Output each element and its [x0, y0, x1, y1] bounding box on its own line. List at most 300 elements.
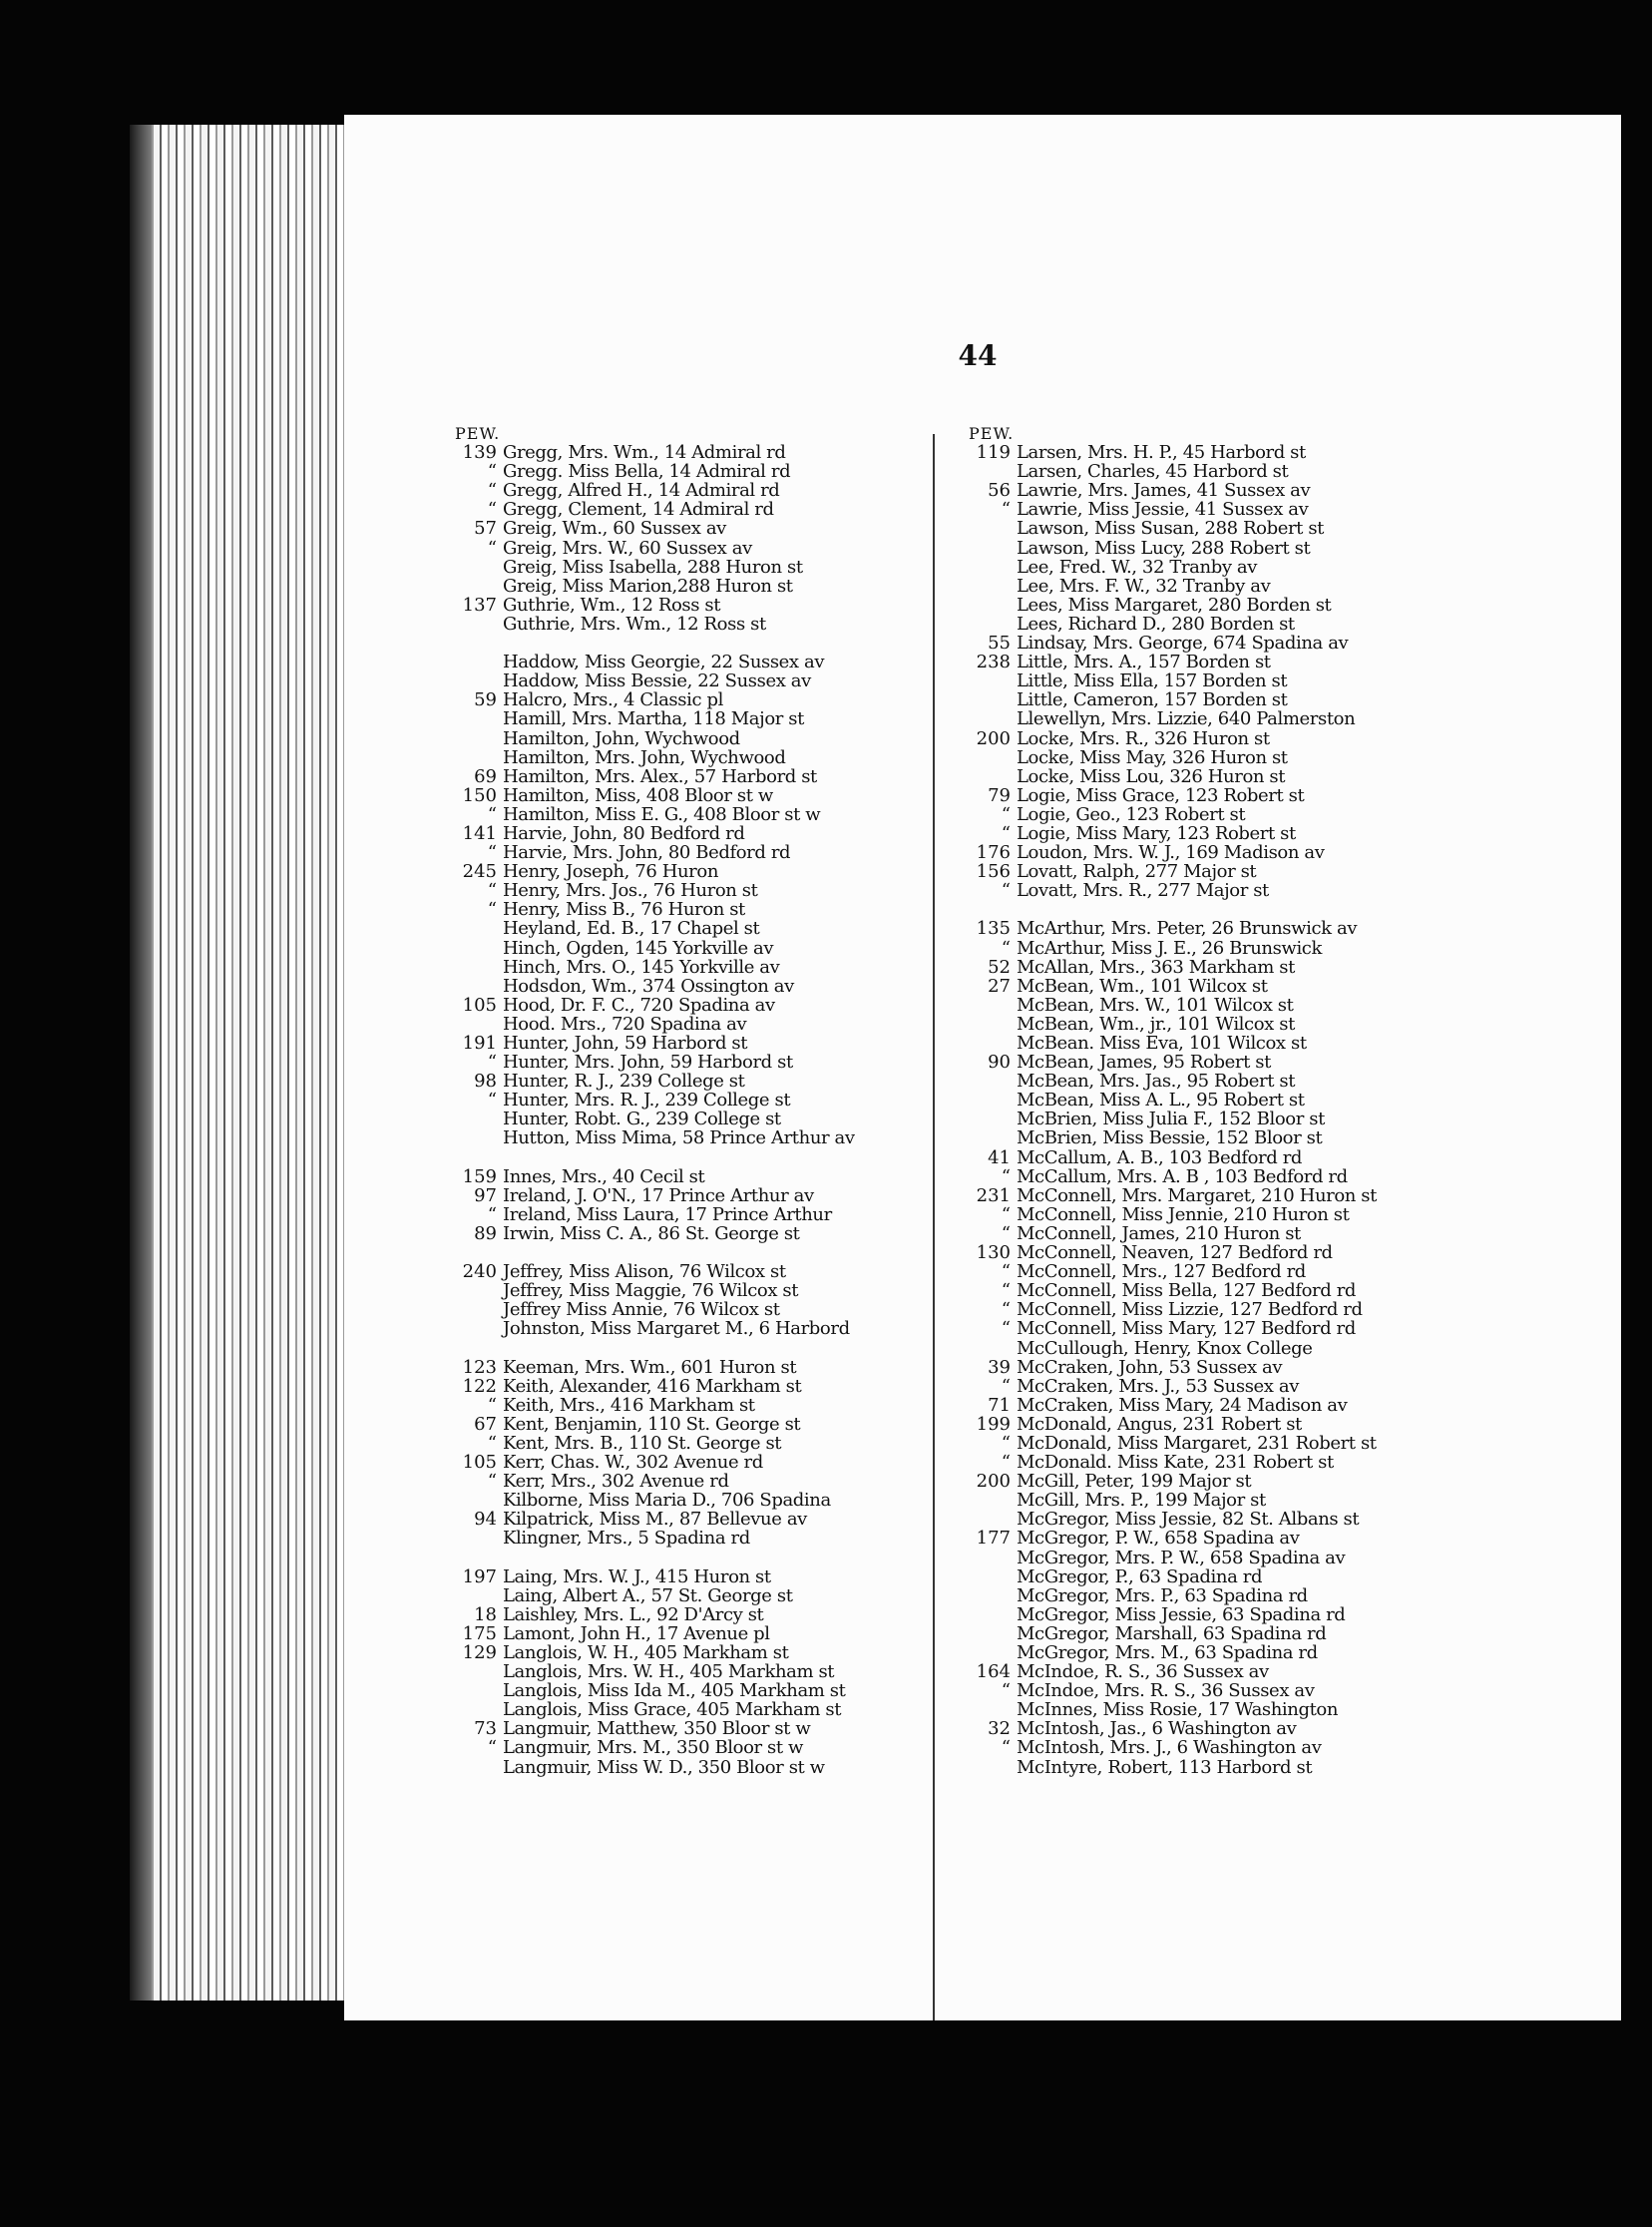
directory-entry [451, 671, 925, 690]
directory-entry [451, 1738, 925, 1757]
directory-entry [451, 958, 925, 977]
directory-entry [451, 596, 925, 615]
directory-entry [451, 1510, 925, 1529]
member-name-address: Johnston, Miss Margaret M., 6 Harbord [503, 1318, 850, 1340]
directory-entry [965, 615, 1458, 634]
pew-number: 67 [474, 1413, 497, 1435]
pew-number: 245 [462, 861, 497, 883]
directory-entry [965, 1719, 1458, 1738]
member-name-address: McCullough, Henry, Knox College [1017, 1337, 1313, 1359]
directory-entry [451, 1472, 925, 1491]
directory-entry [451, 1053, 925, 1072]
directory-entry [451, 881, 925, 900]
directory-entry [451, 1377, 925, 1396]
pew-number [451, 577, 503, 596]
pew-number: “ [1001, 1432, 1011, 1454]
pew-number [451, 1148, 503, 1167]
member-name-address: McCraken, Miss Mary, 24 Madison av [1017, 1394, 1348, 1416]
member-name-address: Hinch, Mrs. O., 145 Yorkville av [503, 956, 780, 978]
directory-entry [451, 843, 925, 862]
member-name-address: McConnell, Miss Jennie, 210 Huron st [1017, 1203, 1350, 1225]
directory-entry [965, 1072, 1458, 1091]
directory-entry [965, 1738, 1458, 1757]
pew-number: “ [487, 880, 497, 902]
pew-number: 197 [462, 1565, 497, 1587]
right-column [965, 424, 1458, 1777]
pew-number [965, 519, 1017, 538]
member-name-address: Harvie, John, 80 Bedford rd [503, 822, 745, 844]
pew-number [451, 615, 503, 634]
pew-number: 119 [976, 442, 1011, 464]
pew-number: 56 [988, 480, 1011, 502]
pew-number [965, 1586, 1017, 1605]
pew-number: “ [1001, 1280, 1011, 1302]
member-name-address: Hamilton, Mrs. John, Wychwood [503, 746, 786, 768]
pew-number [965, 1015, 1017, 1034]
directory-entry [451, 1662, 925, 1681]
directory-entry [451, 1719, 925, 1738]
member-name-address: McBean, James, 95 Robert st [1017, 1052, 1271, 1074]
directory-entry [451, 1224, 925, 1243]
directory-entry [965, 653, 1458, 671]
member-name-address: Keeman, Mrs. Wm., 601 Huron st [503, 1356, 797, 1378]
member-name-address: Hunter, Mrs. R. J., 239 College st [503, 1090, 791, 1112]
directory-entry [965, 1110, 1458, 1128]
directory-entry [965, 996, 1458, 1015]
directory-entry [965, 843, 1458, 862]
pew-number: 176 [976, 842, 1011, 864]
pew-number [965, 1091, 1017, 1110]
left-column [451, 424, 925, 1777]
directory-entry [451, 1339, 925, 1358]
member-name-address: Ireland, Miss Laura, 17 Prince Arthur [503, 1203, 832, 1225]
directory-entry [965, 786, 1458, 805]
pew-number [965, 1072, 1017, 1091]
member-name-address: Kent, Mrs. B., 110 St. George st [503, 1432, 782, 1454]
pew-number: 200 [976, 727, 1011, 749]
pew-number [965, 1624, 1017, 1643]
pew-number [451, 1281, 503, 1300]
pew-number [451, 1681, 503, 1700]
member-name-address: Hunter, John, 59 Harbord st [503, 1033, 748, 1054]
member-name-address: Langmuir, Mrs. M., 350 Bloor st w [503, 1737, 804, 1759]
pew-number [451, 1549, 503, 1567]
directory-entry [965, 1567, 1458, 1586]
directory-entry [965, 1148, 1458, 1167]
directory-entry [965, 748, 1458, 767]
directory-entry [451, 481, 925, 500]
member-name-address: Lindsay, Mrs. George, 674 Spadina av [1017, 633, 1349, 655]
member-name-address: Hodsdon, Wm., 374 Ossington av [503, 975, 794, 997]
pew-number [451, 1529, 503, 1548]
directory-entry [965, 1205, 1458, 1224]
pew-number: 159 [462, 1165, 497, 1187]
directory-entry [965, 1491, 1458, 1510]
directory-entry [451, 1167, 925, 1186]
directory-entry [451, 1128, 925, 1147]
directory-entry [451, 1586, 925, 1605]
member-name-address: McBean. Miss Eva, 101 Wilcox st [1017, 1033, 1307, 1054]
pew-number: “ [487, 499, 497, 521]
directory-entry [451, 1034, 925, 1053]
directory-entry [451, 824, 925, 843]
member-name-address: Laing, Albert A., 57 St. George st [503, 1584, 793, 1606]
directory-entry [451, 1110, 925, 1128]
pew-number: “ [487, 1394, 497, 1416]
directory-entry [965, 690, 1458, 709]
pew-number [451, 958, 503, 977]
member-name-address: Hamilton, Miss E. G., 408 Bloor st w [503, 803, 821, 825]
directory-entry [451, 1605, 925, 1624]
pew-number [965, 1339, 1017, 1358]
pew-number: “ [1001, 1318, 1011, 1340]
member-name-address: Locke, Miss May, 326 Huron st [1017, 746, 1288, 768]
directory-entry [965, 1281, 1458, 1300]
member-name-address: Kilborne, Miss Maria D., 706 Spadina [503, 1490, 831, 1512]
pew-number [451, 653, 503, 671]
pew-number [965, 690, 1017, 709]
directory-entry [451, 729, 925, 748]
directory-entry [965, 481, 1458, 500]
pew-number: “ [1001, 803, 1011, 825]
pew-number [451, 671, 503, 690]
directory-entry [451, 919, 925, 938]
member-name-address: McDonald. Miss Kate, 231 Robert st [1017, 1452, 1334, 1474]
directory-entry [451, 577, 925, 596]
directory-entry [451, 1281, 925, 1300]
member-name-address: McGregor, P. W., 658 Spadina av [1017, 1528, 1300, 1550]
member-name-address: Larsen, Mrs. H. P., 45 Harbord st [1017, 442, 1306, 464]
pew-number: 139 [462, 442, 497, 464]
directory-entry [965, 729, 1458, 748]
member-name-address: McGregor, P., 63 Spadina rd [1017, 1565, 1263, 1587]
member-name-address: Lamont, John H., 17 Avenue pl [503, 1622, 770, 1644]
directory-entry [965, 1510, 1458, 1529]
member-name-address: Lovatt, Ralph, 277 Major st [1017, 861, 1257, 883]
pew-number: 97 [474, 1184, 497, 1206]
pew-number: 150 [462, 784, 497, 806]
pew-number: “ [487, 1203, 497, 1225]
member-name-address: Lees, Miss Margaret, 280 Borden st [1017, 594, 1332, 616]
member-name-address: McGill, Peter, 199 Major st [1017, 1471, 1252, 1493]
directory-entry [965, 1396, 1458, 1415]
pew-number [451, 1110, 503, 1128]
directory-entry [965, 1015, 1458, 1034]
member-name-address: Haddow, Miss Georgie, 22 Sussex av [503, 652, 825, 673]
pew-number: 164 [976, 1661, 1011, 1683]
member-name-address: McConnell, Miss Bella, 127 Bedford rd [1017, 1280, 1357, 1302]
member-name-address: Little, Mrs. A., 157 Borden st [1017, 652, 1271, 673]
pew-number [965, 1491, 1017, 1510]
directory-entry [451, 1491, 925, 1510]
directory-entry [965, 1453, 1458, 1472]
pew-number: 69 [474, 765, 497, 787]
member-name-address: McBean, Mrs. Jas., 95 Robert st [1017, 1071, 1296, 1093]
pew-number: 199 [976, 1413, 1011, 1435]
directory-entry [965, 634, 1458, 653]
member-name-address: Logie, Geo., 123 Robert st [1017, 803, 1246, 825]
pew-number: 89 [474, 1222, 497, 1244]
directory-entry [451, 500, 925, 519]
member-name-address: McConnell, James, 210 Huron st [1017, 1222, 1301, 1244]
directory-entry [451, 996, 925, 1015]
pew-number: “ [1001, 1737, 1011, 1759]
directory-entry [965, 881, 1458, 900]
directory-entry [451, 634, 925, 653]
directory-entry [451, 1300, 925, 1319]
member-name-address: Lovatt, Mrs. R., 277 Major st [1017, 880, 1269, 902]
pew-number: 238 [976, 652, 1011, 673]
member-name-address: Gregg. Miss Bella, 14 Admiral rd [503, 461, 791, 483]
member-name-address: Hamilton, Mrs. Alex., 57 Harbord st [503, 765, 817, 787]
member-name-address: Hunter, Mrs. John, 59 Harbord st [503, 1052, 793, 1074]
directory-entry [451, 653, 925, 671]
pew-number [451, 709, 503, 728]
pew-number [451, 919, 503, 938]
member-name-address: McBean, Wm., 101 Wilcox st [1017, 975, 1268, 997]
directory-entry [451, 558, 925, 577]
member-name-address: Llewellyn, Mrs. Lizzie, 640 Palmerston [1017, 708, 1356, 730]
member-name-address: Hamill, Mrs. Martha, 118 Major st [503, 708, 804, 730]
member-name-address: Hood. Mrs., 720 Spadina av [503, 1013, 747, 1035]
directory-entry [451, 1243, 925, 1262]
member-name-address: McAllan, Mrs., 363 Markham st [1017, 956, 1295, 978]
pew-number: 39 [988, 1356, 1011, 1378]
member-name-address: McConnell, Neaven, 127 Bedford rd [1017, 1242, 1333, 1264]
member-name-address: McBean, Miss A. L., 95 Robert st [1017, 1090, 1305, 1112]
pew-number: 177 [976, 1528, 1011, 1550]
pew-column-header: PEW. [969, 424, 1015, 443]
member-name-address: Henry, Miss B., 76 Huron st [503, 899, 745, 921]
pew-number [965, 539, 1017, 558]
directory-entry [965, 1472, 1458, 1491]
pew-number: “ [1001, 1452, 1011, 1474]
directory-entry [965, 671, 1458, 690]
directory-entry [965, 1167, 1458, 1186]
member-name-address: McIntyre, Robert, 113 Harbord st [1017, 1756, 1313, 1778]
directory-entry [451, 1262, 925, 1281]
directory-entry [451, 462, 925, 481]
member-name-address: McConnell, Miss Lizzie, 127 Bedford rd [1017, 1299, 1363, 1321]
directory-entry [965, 1549, 1458, 1567]
pew-number [965, 1110, 1017, 1128]
pew-column-header: PEW. [455, 424, 501, 443]
directory-entry [965, 1586, 1458, 1605]
member-name-address: Kent, Benjamin, 110 St. George st [503, 1413, 801, 1435]
pew-number: 41 [988, 1146, 1011, 1168]
pew-number: 156 [976, 861, 1011, 883]
right-entry-list [965, 443, 1458, 1777]
pew-number: 79 [988, 784, 1011, 806]
member-name-address: Greig, Miss Isabella, 288 Huron st [503, 556, 803, 578]
directory-entry [965, 1186, 1458, 1205]
member-name-address: Hamilton, John, Wychwood [503, 727, 740, 749]
member-name-address: Gregg, Clement, 14 Admiral rd [503, 499, 774, 521]
directory-entry [965, 900, 1458, 919]
directory-entry [451, 1415, 925, 1434]
member-name-address: McConnell, Mrs. Margaret, 210 Huron st [1017, 1184, 1377, 1206]
directory-entry [451, 690, 925, 709]
member-name-address: McBrien, Miss Julia F., 152 Bloor st [1017, 1109, 1325, 1130]
member-name-address: Hunter, Robt. G., 239 College st [503, 1109, 781, 1130]
pew-number: “ [487, 1432, 497, 1454]
left-entry-list [451, 443, 925, 1777]
pew-number [451, 558, 503, 577]
member-name-address: Heyland, Ed. B., 17 Chapel st [503, 918, 760, 940]
member-name-address: Kerr, Mrs., 302 Avenue rd [503, 1471, 729, 1493]
member-name-address: McCraken, John, 53 Sussex av [1017, 1356, 1283, 1378]
member-name-address: McInnes, Miss Rosie, 17 Washington [1017, 1699, 1339, 1721]
directory-entry [965, 919, 1458, 938]
directory-entry [965, 1662, 1458, 1681]
pew-number [451, 1700, 503, 1719]
pew-number [965, 1034, 1017, 1053]
pew-number: 59 [474, 689, 497, 711]
directory-entry [451, 539, 925, 558]
member-name-address: Keith, Alexander, 416 Markham st [503, 1375, 802, 1397]
directory-entry [451, 443, 925, 462]
directory-entry [965, 500, 1458, 519]
pew-number: “ [487, 1090, 497, 1112]
member-name-address: Hood, Dr. F. C., 720 Spadina av [503, 994, 775, 1016]
pew-number: “ [487, 537, 497, 559]
directory-entry [451, 1319, 925, 1338]
member-name-address: Larsen, Charles, 45 Harbord st [1017, 461, 1289, 483]
pew-number: 27 [988, 975, 1011, 997]
member-name-address: McGregor, Mrs. P. W., 658 Spadina av [1017, 1547, 1346, 1568]
directory-entry [965, 1224, 1458, 1243]
member-name-address: McGregor, Mrs. P., 63 Spadina rd [1017, 1584, 1308, 1606]
directory-entry [965, 939, 1458, 958]
book-page-edges [130, 125, 349, 2001]
directory-entry [965, 1319, 1458, 1338]
pew-number: “ [1001, 1203, 1011, 1225]
pew-number [451, 1586, 503, 1605]
pew-number: “ [1001, 499, 1011, 521]
pew-number: 200 [976, 1471, 1011, 1493]
pew-number: “ [487, 461, 497, 483]
pew-number: “ [1001, 1680, 1011, 1702]
directory-entry [965, 1262, 1458, 1281]
member-name-address: Keith, Mrs., 416 Markham st [503, 1394, 755, 1416]
member-name-address: Guthrie, Mrs. Wm., 12 Ross st [503, 613, 766, 635]
pew-number: 240 [462, 1261, 497, 1283]
pew-number: 231 [976, 1184, 1011, 1206]
member-name-address: Langlois, Miss Grace, 405 Markham st [503, 1699, 842, 1721]
member-name-address: Lawrie, Mrs. James, 41 Sussex av [1017, 480, 1311, 502]
pew-number: 130 [976, 1242, 1011, 1264]
member-name-address: McArthur, Miss J. E., 26 Brunswick [1017, 937, 1322, 959]
directory-entry [965, 709, 1458, 728]
pew-number [451, 729, 503, 748]
directory-entry [451, 1700, 925, 1719]
pew-number [965, 1510, 1017, 1529]
directory-entry [965, 1624, 1458, 1643]
pew-number: 105 [462, 1452, 497, 1474]
directory-entry [965, 1377, 1458, 1396]
member-name-address: Laing, Mrs. W. J., 415 Huron st [503, 1565, 771, 1587]
pew-number: 135 [976, 918, 1011, 940]
pew-number: 94 [474, 1509, 497, 1531]
pew-number [965, 1128, 1017, 1147]
directory-entry [451, 805, 925, 824]
directory-entry [965, 539, 1458, 558]
member-name-address: Locke, Mrs. R., 326 Huron st [1017, 727, 1270, 749]
member-name-address: McCraken, Mrs. J., 53 Sussex av [1017, 1375, 1299, 1397]
pew-number: “ [1001, 822, 1011, 844]
directory-entry [451, 1643, 925, 1662]
pew-number [451, 748, 503, 767]
pew-number [451, 1662, 503, 1681]
directory-entry [965, 805, 1458, 824]
member-name-address: Lee, Mrs. F. W., 32 Tranby av [1017, 575, 1271, 597]
member-name-address: Little, Cameron, 157 Borden st [1017, 689, 1288, 711]
column-divider [933, 434, 935, 2020]
member-name-address: McGill, Mrs. P., 199 Major st [1017, 1490, 1266, 1512]
member-name-address: Lees, Richard D., 280 Borden st [1017, 613, 1295, 635]
pew-number [965, 577, 1017, 596]
directory-entry [451, 1205, 925, 1224]
pew-number [965, 767, 1017, 786]
directory-entry [451, 1681, 925, 1700]
pew-number [451, 1491, 503, 1510]
directory-entry [965, 1243, 1458, 1262]
directory-entry [451, 1091, 925, 1110]
member-name-address: McGregor, Mrs. M., 63 Spadina rd [1017, 1642, 1318, 1663]
pew-number: 71 [988, 1394, 1011, 1416]
directory-entry [965, 558, 1458, 577]
member-name-address: Ireland, J. O'N., 17 Prince Arthur av [503, 1184, 814, 1206]
pew-number: 141 [462, 822, 497, 844]
directory-entry [451, 977, 925, 996]
pew-number: “ [487, 803, 497, 825]
pew-number [965, 1567, 1017, 1586]
member-name-address: McDonald, Angus, 231 Robert st [1017, 1413, 1302, 1435]
member-name-address: Little, Miss Ella, 157 Borden st [1017, 670, 1288, 692]
directory-entry [965, 1605, 1458, 1624]
pew-number: 105 [462, 994, 497, 1016]
pew-number: “ [487, 1471, 497, 1493]
member-name-address: Gregg, Mrs. Wm., 14 Admiral rd [503, 442, 786, 464]
directory-entry [965, 462, 1458, 481]
directory-entry [451, 1396, 925, 1415]
member-name-address: Jeffrey, Miss Alison, 76 Wilcox st [503, 1261, 786, 1283]
pew-number: 191 [462, 1033, 497, 1054]
pew-number [451, 1015, 503, 1034]
member-name-address: McArthur, Mrs. Peter, 26 Brunswick av [1017, 918, 1358, 940]
pew-number [451, 1300, 503, 1319]
pew-number: “ [487, 899, 497, 921]
pew-number [965, 1549, 1017, 1567]
directory-entry [451, 1148, 925, 1167]
directory-entry [451, 1453, 925, 1472]
member-name-address: McConnell, Miss Mary, 127 Bedford rd [1017, 1318, 1356, 1340]
member-name-address: McIntosh, Jas., 6 Washington av [1017, 1718, 1297, 1740]
member-name-address: Halcro, Mrs., 4 Classic pl [503, 689, 723, 711]
member-name-address: Henry, Joseph, 76 Huron [503, 861, 719, 883]
directory-entry [451, 1567, 925, 1586]
pew-number: 123 [462, 1356, 497, 1378]
directory-entry [965, 1700, 1458, 1719]
member-name-address: Langmuir, Miss W. D., 350 Bloor st w [503, 1756, 825, 1778]
pew-number [451, 1319, 503, 1338]
directory-entry [965, 1128, 1458, 1147]
member-name-address: McBrien, Miss Bessie, 152 Bloor st [1017, 1127, 1323, 1149]
pew-number [965, 1700, 1017, 1719]
directory-entry [451, 1358, 925, 1377]
directory-entry [451, 709, 925, 728]
pew-number [451, 1128, 503, 1147]
